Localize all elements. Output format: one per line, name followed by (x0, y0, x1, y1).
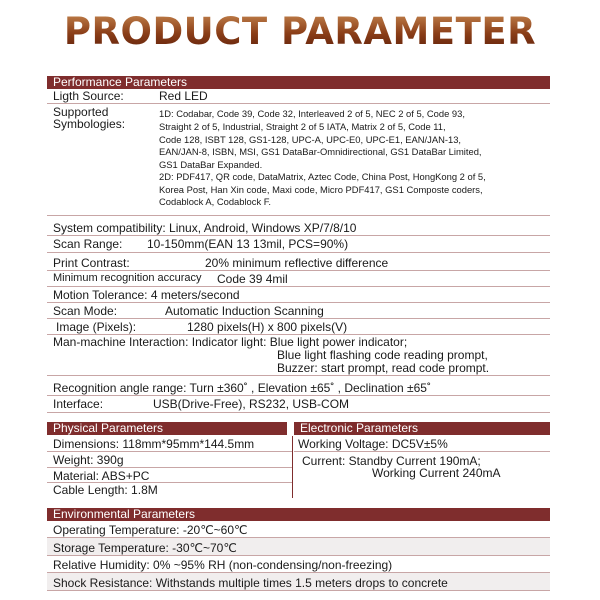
symbology-line: Straight 2 of 5, Industrial, Straight 2 of 5 IATA, Matrix 2 of 5, Code 11, (159, 121, 446, 132)
voltage-row (294, 436, 550, 452)
performance-header: Performance Parameters (47, 76, 550, 89)
cable-row (47, 483, 292, 498)
electronic-header: Electronic Parameters (294, 422, 550, 435)
motion-tolerance-row (47, 287, 550, 303)
interface-row (47, 396, 550, 413)
print-contrast-label: Print Contrast: (53, 256, 130, 270)
recognition-angle-row (47, 379, 550, 396)
symbologies-row (47, 104, 550, 216)
man-machine-row (47, 335, 550, 376)
shock-resistance: Shock Resistance: Withstands multiple times 1.5 meters drops to concrete (53, 576, 448, 590)
recognition-angle: Recognition angle range: Turn ±360˚ , Elevation ±65˚ , Declination ±65˚ (53, 381, 431, 395)
current-line-2: Working Current 240mA (372, 466, 501, 480)
print-contrast-value: 20% minimum reflective difference (205, 256, 389, 270)
interface-label: Interface: (53, 397, 104, 411)
material-row (47, 468, 292, 483)
symbology-line: Codablock A, Codablock F. (159, 196, 272, 207)
interface-value: USB(Drive-Free), RS232, USB-COM (153, 397, 350, 411)
symbology-line: GS1 DataBar Expanded. (159, 158, 263, 170)
symbology-line: EAN/JAN-8, ISBN, MSI, GS1 DataBar-Omnidirectional, GS1 DataBar Limited, (159, 146, 482, 157)
motion-tolerance: Motion Tolerance: 4 meters/second (53, 288, 240, 302)
relative-humidity: Relative Humidity: 0% ~95% RH (non-condensing/non-freezing) (53, 558, 393, 572)
man-machine-line-1: Man-machine Interaction: Indicator light: Blue light power indicator; (53, 335, 408, 349)
humidity-row (47, 556, 550, 573)
current-line-1: Current: Standby Current 190mA; (302, 454, 481, 468)
cable-length: Cable Length: 1.8M (53, 483, 158, 497)
light-source-label: Ligth Source: (53, 89, 124, 103)
storage-temp-row (47, 538, 550, 556)
symbologies-label-2: Symbologies: (53, 117, 126, 131)
image-pixels-row (47, 319, 550, 335)
dimensions: Dimensions: 118mm*95mm*144.5mm (53, 437, 255, 451)
shock-row (47, 573, 550, 591)
light-source-row (47, 89, 550, 104)
page-title: PRODUCT PARAMETER (0, 10, 600, 53)
system-compat-row (47, 219, 550, 236)
environmental-header: Environmental Parameters (47, 508, 550, 521)
storage-temperature: Storage Temperature: -30℃~70℃ (53, 541, 237, 555)
weight: Weight: 390g (53, 453, 124, 467)
symbology-line: Code 128, ISBT 128, GS1-128, UPC-A, UPC-E0, UPC-E1, EAN/JAN-13, (159, 133, 462, 145)
image-pixels-value: 1280 pixels(H) x 800 pixels(V) (187, 320, 348, 334)
scan-mode-row (47, 303, 550, 319)
symbologies-label-1: Supported (53, 105, 109, 119)
system-compat: System compatibility: Linux, Android, Windows XP/7/8/10 (53, 221, 357, 235)
symbology-line: 2D: PDF417, QR code, DataMatrix, Aztec Code, China Post, HongKong 2 of 5, (159, 171, 486, 182)
min-recognition-label: Minimum recognition accuracy (53, 272, 202, 284)
scan-mode-label: Scan Mode: (53, 304, 118, 318)
min-recognition-value: Code 39 4mil (217, 272, 288, 286)
operating-temp-row (47, 521, 550, 538)
dimensions-row (47, 436, 292, 452)
min-recognition-row (47, 271, 550, 287)
man-machine-line-2: Blue light flashing code reading prompt, (277, 348, 488, 362)
operating-temperature: Operating Temperature: -20℃~60℃ (53, 523, 248, 537)
man-machine-line-3: Buzzer: start prompt, read code prompt. (277, 361, 490, 375)
scan-mode-value: Automatic Induction Scanning (165, 304, 324, 318)
column-divider (292, 436, 293, 498)
scan-range-value: 10-150mm(EAN 13 13mil, PCS=90%) (147, 237, 349, 251)
working-voltage: Working Voltage: DC5V±5% (298, 437, 448, 451)
scan-range-label: Scan Range: (53, 237, 123, 251)
physical-header: Physical Parameters (47, 422, 287, 435)
current-row (294, 452, 550, 484)
image-pixels-label: Image (Pixels): (56, 320, 137, 334)
print-contrast-row (47, 255, 550, 271)
material: Material: ABS+PC (53, 469, 150, 483)
scan-range-row (47, 236, 550, 253)
symbology-line: 1D: Codabar, Code 39, Code 32, Interleaved 2 of 5, NEC 2 of 5, Code 93, (159, 108, 465, 119)
weight-row (47, 452, 292, 468)
light-source-value: Red LED (159, 89, 208, 103)
symbology-line: Korea Post, Han Xin code, Maxi code, Micro PDF417, GS1 Composte coders, (159, 183, 483, 195)
